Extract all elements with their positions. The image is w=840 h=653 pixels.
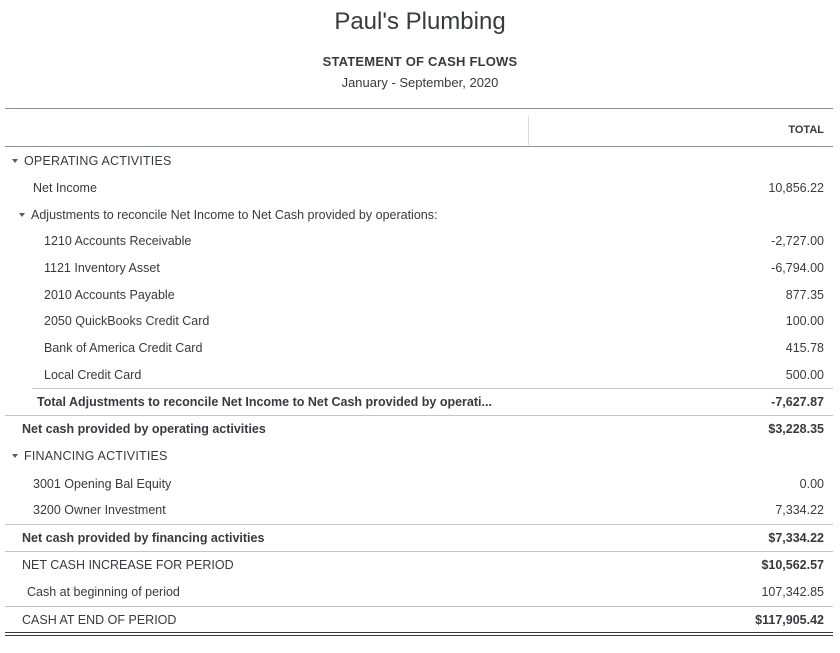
row-amount[interactable]: 107,342.85 (761, 585, 824, 599)
row-label: Net cash provided by financing activities (22, 531, 265, 545)
total-adjustments-row (32, 388, 833, 415)
row-label: Net cash provided by operating activities (22, 422, 266, 436)
row-label: NET CASH INCREASE FOR PERIOD (22, 558, 234, 572)
row-amount[interactable]: -6,794.00 (771, 261, 824, 275)
report-title: STATEMENT OF CASH FLOWS (322, 54, 518, 69)
net-cash-financing-row (5, 524, 833, 551)
header-rule (5, 146, 833, 147)
row-label: Net Income (33, 181, 97, 195)
row-amount[interactable]: 10,856.22 (768, 181, 824, 195)
financing-item-row (5, 497, 833, 523)
row-label: 1121 Inventory Asset (44, 261, 160, 275)
financing-activities-row[interactable] (5, 443, 833, 469)
row-amount[interactable]: $3,228.35 (768, 422, 824, 436)
row-amount[interactable]: $10,562.57 (761, 558, 824, 572)
net-cash-operating-row (5, 415, 833, 442)
adjustments-row[interactable] (5, 202, 833, 228)
adjustment-item-row (5, 335, 833, 361)
section-label: FINANCING ACTIVITIES (24, 449, 168, 463)
row-amount[interactable]: 7,334.22 (775, 503, 824, 517)
row-amount[interactable]: 877.35 (785, 288, 824, 302)
adjustment-item-row (5, 228, 833, 254)
row-amount[interactable]: 500.00 (785, 368, 824, 382)
adjustment-item-row (5, 255, 833, 281)
row-label: Adjustments to reconcile Net Income to Net Cash provided by operations: (31, 208, 438, 222)
row-label: Bank of America Credit Card (44, 341, 203, 355)
row-label: Local Credit Card (44, 368, 142, 382)
row-amount[interactable]: 100.00 (785, 314, 824, 328)
operating-activities-row[interactable] (5, 148, 833, 174)
report-period: January - September, 2020 (341, 75, 499, 90)
row-label: CASH AT END OF PERIOD (22, 613, 177, 627)
collapse-caret-icon[interactable] (12, 159, 18, 163)
row-label: 2050 QuickBooks Credit Card (44, 314, 210, 328)
net-income-row (5, 175, 833, 201)
collapse-caret-icon[interactable] (19, 213, 25, 217)
row-amount[interactable]: -7,627.87 (771, 395, 824, 409)
net-cash-increase-row (5, 551, 833, 578)
column-divider (528, 116, 529, 145)
row-amount[interactable]: 0.00 (799, 477, 824, 491)
row-amount[interactable]: $117,905.42 (755, 613, 824, 627)
section-label: OPERATING ACTIVITIES (24, 154, 172, 168)
row-amount[interactable]: 415.78 (785, 341, 824, 355)
row-label: 3200 Owner Investment (33, 503, 166, 517)
adjustment-item-row (5, 308, 833, 334)
company-name: Paul's Plumbing (334, 8, 506, 35)
financing-item-row (5, 471, 833, 497)
row-label: 1210 Accounts Receivable (44, 234, 192, 248)
row-label: 2010 Accounts Payable (44, 288, 175, 302)
double-underline-top (5, 632, 833, 633)
adjustment-item-row (5, 362, 833, 388)
adjustment-item-row (5, 282, 833, 308)
total-column-header: TOTAL (788, 124, 824, 136)
row-amount[interactable]: $7,334.22 (768, 531, 824, 545)
row-label: Cash at beginning of period (27, 585, 180, 599)
row-label: 3001 Opening Bal Equity (33, 477, 172, 491)
cash-beginning-row (5, 579, 833, 605)
top-rule (5, 108, 833, 109)
cash-end-row (5, 606, 833, 633)
row-amount[interactable]: -2,727.00 (771, 234, 824, 248)
double-underline-bottom (5, 635, 833, 636)
row-label: Total Adjustments to reconcile Net Income to Net Cash provided by operati... (37, 395, 492, 409)
collapse-caret-icon[interactable] (12, 454, 18, 458)
